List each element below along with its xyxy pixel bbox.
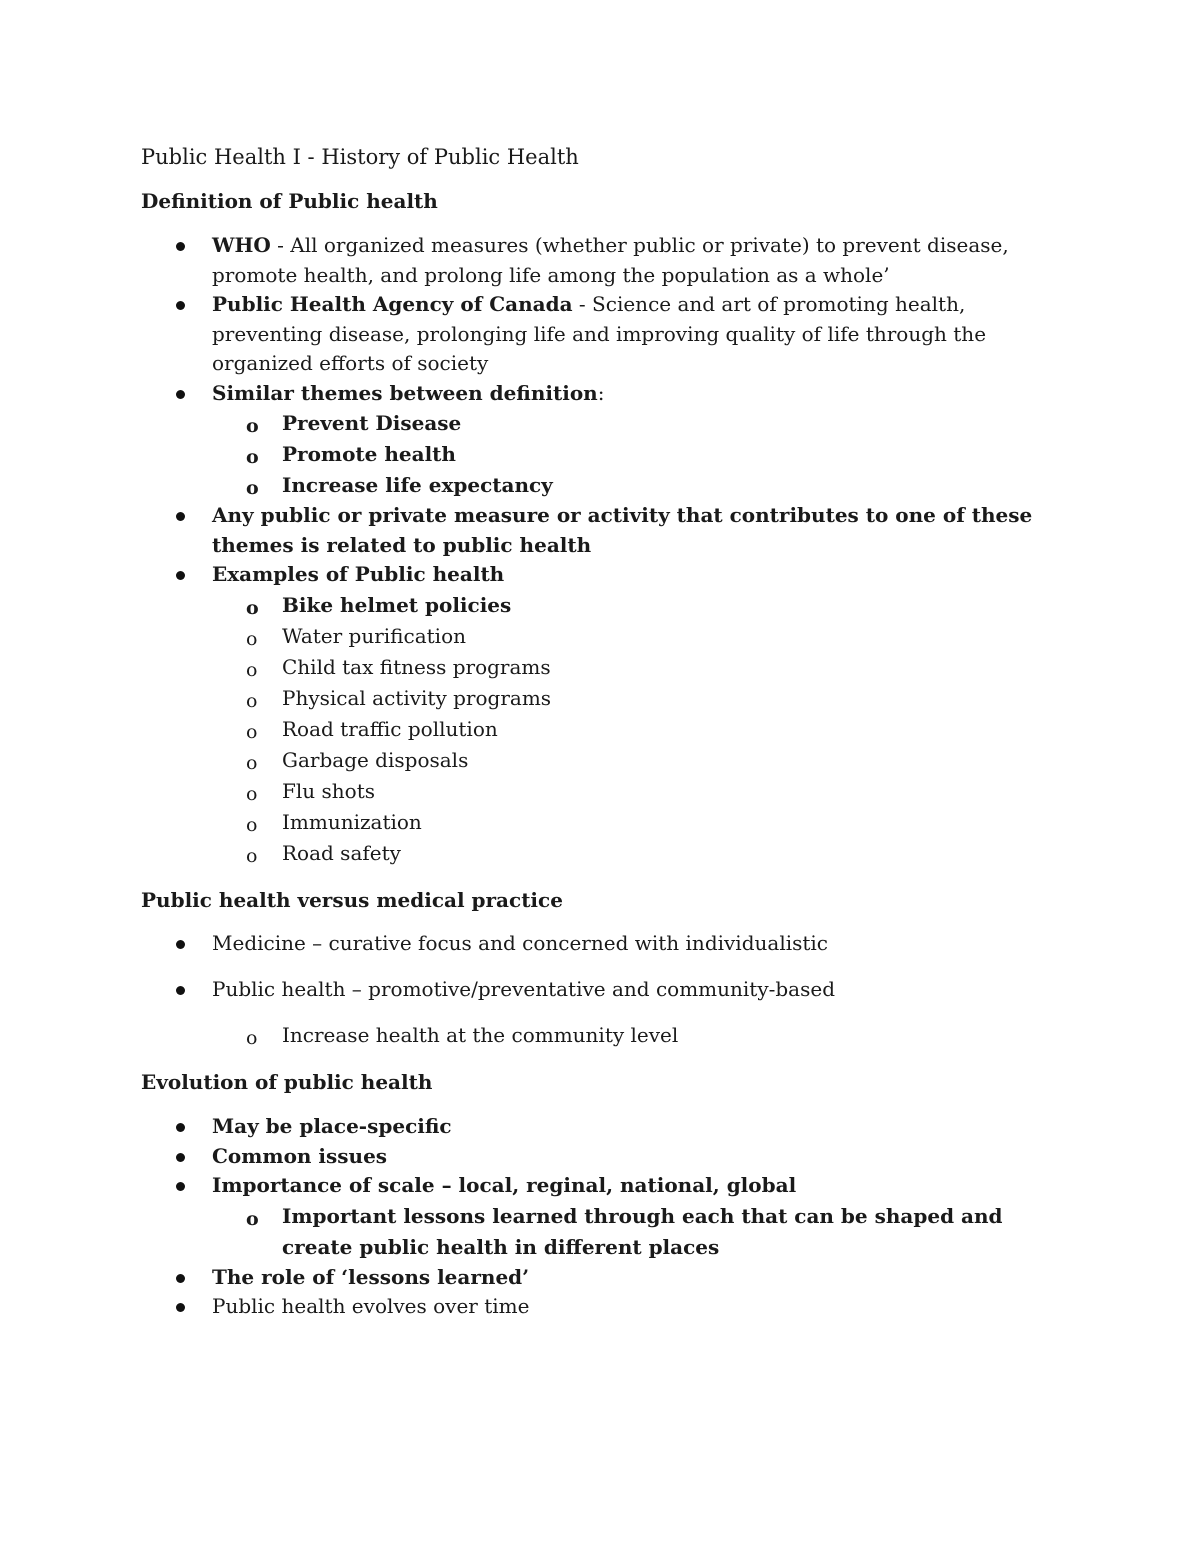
who-label: WHO xyxy=(212,233,271,257)
bullet-icon xyxy=(176,986,185,995)
evolution-text: Common issues xyxy=(212,1143,388,1168)
sub-item-theme xyxy=(141,439,1071,470)
circle-bullet-icon: o xyxy=(246,782,258,805)
themes-label: Similar themes between definition xyxy=(212,380,598,405)
example-text: Immunization xyxy=(282,809,422,834)
theme-text: Prevent Disease xyxy=(282,411,462,435)
circle-bullet-icon: o xyxy=(246,596,259,619)
sub-item-example xyxy=(141,652,1071,683)
circle-bullet-icon: o xyxy=(246,446,259,468)
bullet-icon xyxy=(176,1303,185,1312)
bullet-icon xyxy=(176,301,185,310)
definition-list xyxy=(141,231,1071,869)
section-heading-versus: Public health versus medical practice xyxy=(141,888,563,912)
example-text: Road safety xyxy=(282,840,401,865)
list-item-evolution xyxy=(141,1142,1071,1172)
list-item-public-health xyxy=(141,975,1071,1005)
bullet-icon xyxy=(176,571,185,580)
example-text: Garbage disposals xyxy=(282,747,469,772)
circle-bullet-icon: o xyxy=(246,1027,258,1049)
any-measure-text: Any public or private measure or activity that contributes to one of these themes is related to public health xyxy=(212,503,1033,557)
example-text: Flu shots xyxy=(282,778,375,803)
example-text: Road traffic pollution xyxy=(282,716,498,741)
phac-label: Public Health Agency of Canada xyxy=(212,292,573,316)
themes-colon: : xyxy=(597,380,605,405)
bullet-icon xyxy=(176,940,185,949)
who-definition: - All organized measures (whether public or private) to prevent disease, promote health, and prolong life among the population as a whole’ xyxy=(212,233,1009,287)
bullet-icon xyxy=(176,390,185,399)
bullet-icon xyxy=(176,1123,185,1132)
sub-item-example xyxy=(141,714,1071,745)
list-item-who xyxy=(141,231,1071,290)
sub-item-example xyxy=(141,745,1071,776)
list-item-phac xyxy=(141,290,1071,379)
example-text: Water purification xyxy=(282,623,466,648)
list-item-evolution xyxy=(141,1112,1071,1142)
list-item-medicine xyxy=(141,929,1071,959)
bullet-icon xyxy=(176,1274,185,1283)
evolution-list xyxy=(141,1112,1071,1322)
list-item-any-measure xyxy=(141,501,1071,560)
list-item-evolves xyxy=(141,1292,1071,1322)
section-heading-evolution: Evolution of public health xyxy=(141,1070,433,1094)
sub-item-example xyxy=(141,590,1071,621)
evolution-text: Importance of scale – local, reginal, national, global xyxy=(212,1173,797,1197)
examples-label: Examples of Public health xyxy=(212,562,505,586)
theme-text: Increase life expectancy xyxy=(282,473,553,497)
circle-bullet-icon: o xyxy=(246,751,258,774)
circle-bullet-icon: o xyxy=(246,813,258,836)
bullet-icon xyxy=(176,1153,185,1162)
sub-item-community xyxy=(141,1020,1071,1051)
circle-bullet-icon: o xyxy=(246,658,258,681)
list-item-evolution xyxy=(141,1171,1071,1201)
sub-item-lessons xyxy=(141,1201,1071,1263)
example-text: Child tax fitness programs xyxy=(282,654,551,679)
circle-bullet-icon: o xyxy=(246,844,258,867)
sub-item-example xyxy=(141,621,1071,652)
circle-bullet-icon: o xyxy=(246,415,259,437)
theme-text: Promote health xyxy=(282,442,456,466)
evolves-text: Public health evolves over time xyxy=(212,1294,530,1318)
sub-item-example xyxy=(141,807,1071,838)
circle-bullet-icon: o xyxy=(246,627,258,650)
circle-bullet-icon: o xyxy=(246,1207,259,1230)
example-text: Physical activity programs xyxy=(282,685,552,710)
role-text: The role of ‘lessons learned’ xyxy=(212,1264,530,1289)
circle-bullet-icon: o xyxy=(246,720,258,743)
list-item-themes xyxy=(141,379,1071,409)
lessons-text: Important lessons learned through each that can be shaped and create public health in different places xyxy=(282,1203,1003,1259)
bullet-icon xyxy=(176,512,185,521)
list-item-role xyxy=(141,1263,1071,1293)
bullet-icon xyxy=(176,242,185,251)
bullet-icon xyxy=(176,1182,185,1191)
evolution-text: May be place-specific xyxy=(212,1114,452,1138)
list-item-examples xyxy=(141,560,1071,590)
versus-list xyxy=(141,929,1071,1051)
circle-bullet-icon: o xyxy=(246,689,258,712)
example-text: Bike helmet policies xyxy=(282,592,512,617)
sub-item-example xyxy=(141,838,1071,869)
document-title: Public Health I - History of Public Health xyxy=(141,145,579,169)
community-text: Increase health at the community level xyxy=(282,1023,679,1047)
section-heading-definition: Definition of Public health xyxy=(141,189,438,213)
sub-item-example xyxy=(141,776,1071,807)
circle-bullet-icon: o xyxy=(246,477,259,499)
phac-definition: - Science and art of promoting health, preventing disease, prolonging life and improving quality of life through the organized efforts of society xyxy=(212,292,987,375)
medicine-text: Medicine – curative focus and concerned with individualistic xyxy=(212,931,829,955)
sub-item-theme xyxy=(141,470,1071,501)
sub-item-example xyxy=(141,683,1071,714)
public-health-text: Public health – promotive/preventative and community-based xyxy=(212,976,835,1001)
sub-item-theme xyxy=(141,408,1071,439)
